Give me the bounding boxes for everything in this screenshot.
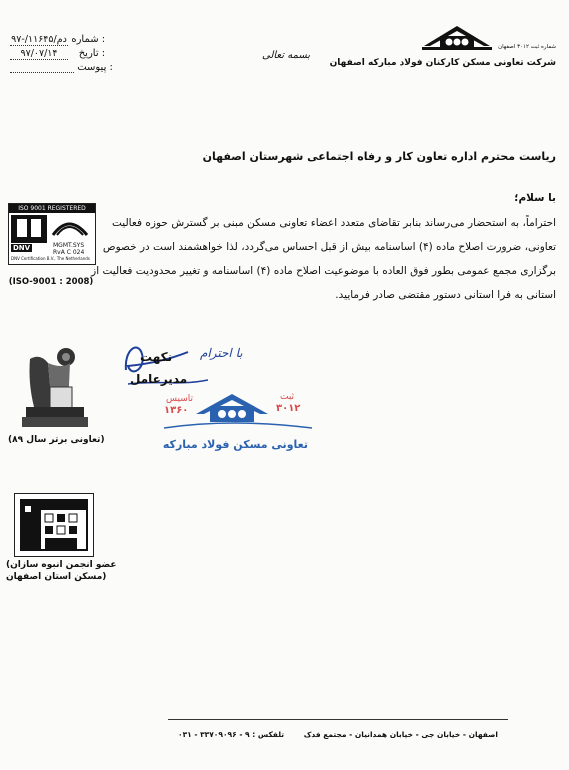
footer-address: اصفهان - خیابان جی - خیابان همدانیان - مجتمع فدک xyxy=(303,730,498,739)
company-stamp xyxy=(162,388,314,466)
recipient: ریاست محترم اداره تعاون کار و رفاه اجتماعی شهرستان اصفهان xyxy=(202,150,556,163)
stamp-founded-year: ۱۳۶۰ xyxy=(164,405,189,416)
body-line-1: احتراماً، به استحضار می‌رساند بنابر تقاضای متعدد اعضاء تعاونی مسکن مبنی بر گسترش حوزه فعالیت xyxy=(112,217,556,229)
company-reg: شماره ثبت ۳۰۱۲ اصفهان xyxy=(498,44,556,50)
handwritten-note: با احترام xyxy=(200,346,243,360)
building-icon xyxy=(15,494,93,556)
award-trophy xyxy=(22,343,88,429)
letter-body xyxy=(91,211,556,307)
trophy-icon xyxy=(22,343,88,429)
date-row xyxy=(10,48,105,60)
basmala: بسمه تعالی xyxy=(262,50,311,61)
body-line-2: تعاونی، ضرورت اصلاح ماده (۴) اساسنامه بیش از قبل احساس می‌گردد، لذا خواهشمند است در خصوص xyxy=(102,241,556,253)
date-label: تاریخ : xyxy=(78,48,106,59)
greeting: با سلام؛ xyxy=(514,192,556,204)
number-value: ۹۷-/دم/۱۱۶۴۵ xyxy=(11,34,67,45)
iso-rva: RvA C 024 xyxy=(53,249,85,256)
body-line-3: برگزاری مجمع عمومی بطور فوق العاده با موضوعیت اصلاح ماده (۴) اساسنامه و تغییر محدودیت فعالیت از xyxy=(91,265,556,277)
member-caption-1: (عضو انجمن انبوه سازان xyxy=(6,560,117,570)
member-caption-2: مسکن استان اصفهان) xyxy=(6,572,107,582)
body-line-4: استانی به فرا استانی دستور مقتضی صادر فرمایید. xyxy=(335,289,556,301)
stamp-founded-label: تاسیس xyxy=(166,394,193,404)
award-caption: (تعاونی برتر سال ۸۹) xyxy=(8,435,105,445)
iso-mgmt: MGMT.SYS xyxy=(53,242,85,249)
stamp-reg-label: ثبت xyxy=(280,392,295,402)
iso-cert-note: DNV Certification B.V., The Netherlands xyxy=(11,256,90,261)
iso-badge xyxy=(8,203,96,265)
date-value: ۹۷/۰۷/۱۴ xyxy=(10,48,68,60)
number-row xyxy=(10,34,105,46)
company-name: شرکت تعاونی مسکن کارکنان فولاد مبارکه اصفهان xyxy=(329,58,556,68)
attachment-line xyxy=(10,63,74,73)
iso-title: ISO 9001 REGISTERED xyxy=(9,204,95,213)
signature-name: نکهت xyxy=(140,350,173,364)
attachment-row xyxy=(10,62,111,73)
builders-logo xyxy=(14,493,94,557)
number-label: شماره : xyxy=(71,34,106,45)
stamp-name: تعاونی مسکن فولاد مبارکه xyxy=(162,438,308,451)
company-logo xyxy=(329,24,556,74)
stamp-reg-number: ۳۰۱۲ xyxy=(276,403,301,414)
iso-dnv: DNV xyxy=(13,244,31,252)
signature-title: مدیرعامل xyxy=(130,372,188,386)
house-logo-icon xyxy=(422,24,492,50)
attachment-label: پیوست : xyxy=(77,62,113,73)
footer-phone: تلفکس : ۹ - ۳۳۷۰۹۰۹۶ - ۰۳۱ xyxy=(178,730,285,739)
footer-divider xyxy=(168,719,508,720)
iso-caption: (ISO-9001 : 2008) xyxy=(8,277,94,287)
